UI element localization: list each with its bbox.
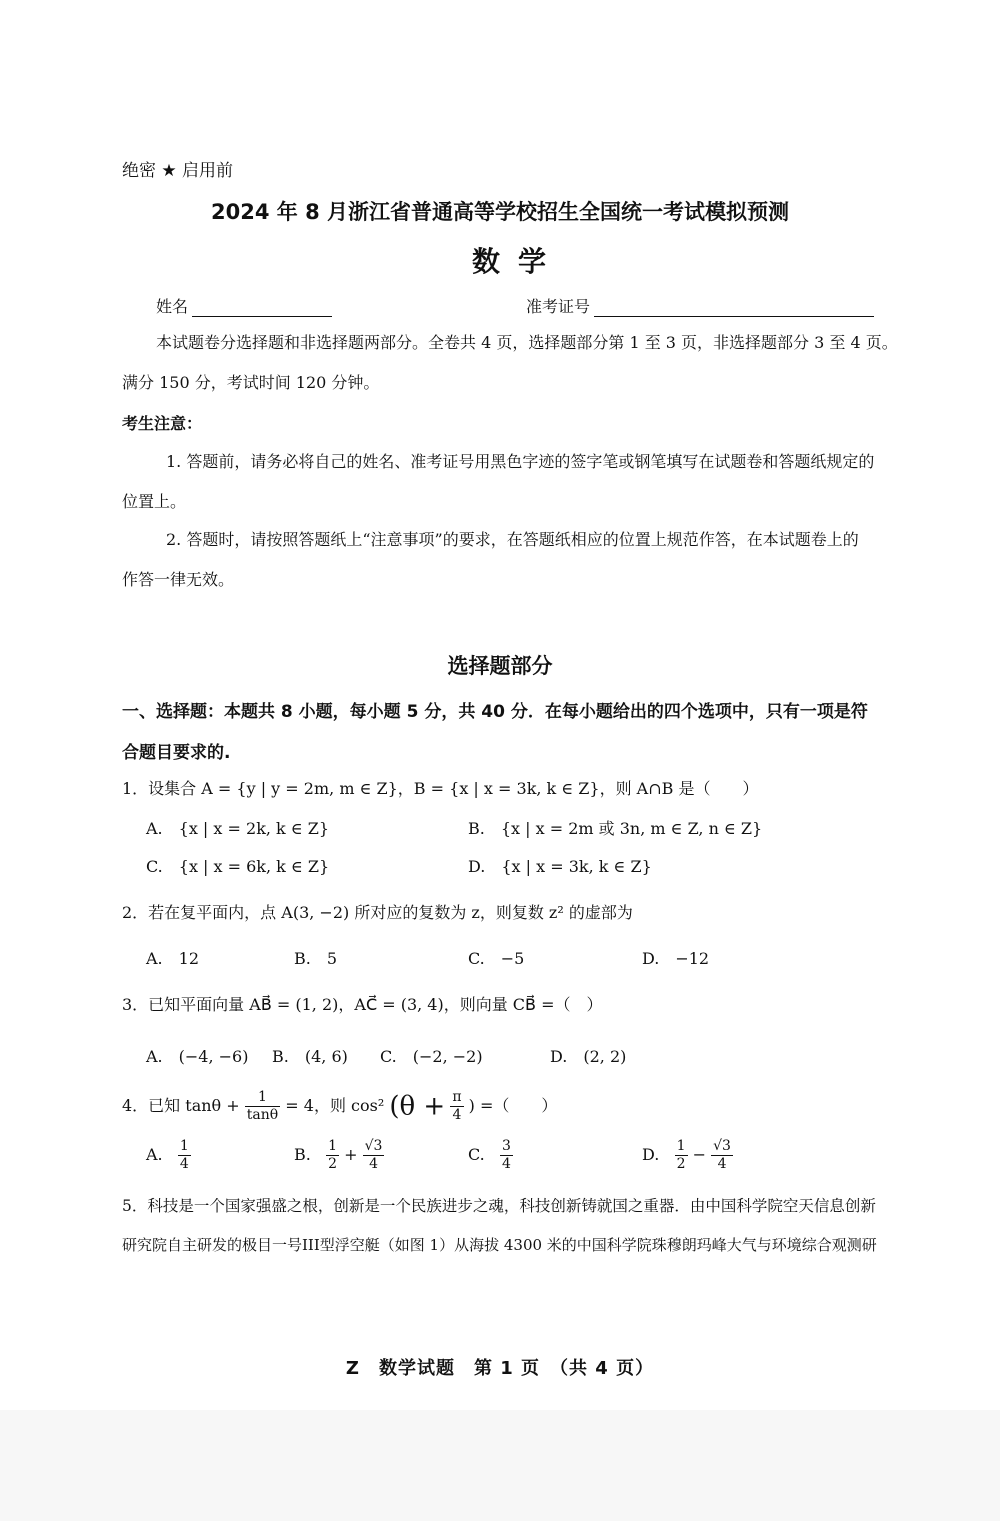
fraction-numerator: 1: [179, 1138, 189, 1154]
question-4-option-b[interactable]: [294, 1138, 384, 1173]
question-4-stem-mid: = 4，则 cos²: [285, 1096, 385, 1115]
option-fraction: [500, 1138, 513, 1173]
question-4-option-a[interactable]: [146, 1138, 191, 1173]
question-2-stem: 2．若在复平面内，点 A(3, −2) 所对应的复数为 z，则复数 z² 的虚部为: [122, 903, 633, 922]
fraction-denominator: 4: [502, 1156, 511, 1172]
option-fraction: [711, 1138, 733, 1173]
exam-id-label: 准考证号: [526, 297, 591, 316]
fraction-numerator: √3: [364, 1138, 383, 1154]
question-1-option-c[interactable]: C. {x | x = 6k, k ∈ Z}: [146, 857, 330, 876]
question-3-option-a[interactable]: A. (−4, −6): [146, 1047, 249, 1066]
fraction-numerator: 3: [502, 1138, 511, 1154]
scan-margin: [0, 1410, 1000, 1521]
question-2-option-d[interactable]: D. −12: [642, 949, 710, 968]
notice-item-1-line-1: 1. 答题前，请务必将自己的姓名、准考证号用黑色字迹的签字笔或钢笔填写在试题卷和答题纸规定的: [166, 452, 875, 471]
intro-line-1: 本试题卷分选择题和非选择题两部分。全卷共 4 页，选择题部分第 1 至 3 页，非选择题部分 3 至 4 页。: [156, 333, 898, 352]
question-1-option-a[interactable]: A. {x | x = 2k, k ∈ Z}: [146, 819, 330, 838]
name-label: 姓名: [156, 297, 189, 316]
question-3-option-d[interactable]: D. (2, 2): [550, 1047, 627, 1066]
question-1-option-d[interactable]: D. {x | x = 3k, k ∈ Z}: [468, 857, 652, 876]
fraction-denominator: 2: [328, 1156, 338, 1172]
fraction-denominator: 4: [452, 1107, 462, 1123]
fraction-numerator: 1: [676, 1138, 686, 1154]
question-3-option-b[interactable]: B. (4, 6): [272, 1047, 348, 1066]
option-label: A.: [146, 1145, 163, 1164]
question-4-paren-open: (θ +: [389, 1091, 446, 1122]
question-4-option-c[interactable]: [468, 1138, 513, 1173]
question-4-stem-suffix: ) =（ ）: [468, 1096, 558, 1115]
question-3-stem: 3．已知平面向量 AB⃗ = (1, 2)，AC⃗ = (3, 4)，则向量 CB⃗ =（ ）: [122, 995, 603, 1014]
notice-item-1-line-2: 位置上。: [122, 492, 187, 511]
option-label: D.: [642, 1145, 660, 1164]
secret-mark: 绝密 ★ 启用前: [122, 161, 234, 181]
name-input-line[interactable]: [192, 316, 332, 317]
option-label: C.: [468, 1145, 485, 1164]
option-fraction: [178, 1138, 191, 1173]
notice-item-2-line-2: 作答一律无效。: [122, 570, 235, 589]
fraction-denominator: 4: [369, 1156, 378, 1172]
fraction-numerator: √3: [713, 1138, 731, 1154]
section-instruction-line-1: 一、选择题：本题共 8 小题，每小题 5 分，共 40 分．在每小题给出的四个选项中，只有一项是符: [122, 702, 868, 722]
fraction-denominator: tanθ: [246, 1107, 279, 1123]
question-2-option-a[interactable]: A. 12: [146, 949, 200, 968]
question-3-option-c[interactable]: C. (−2, −2): [380, 1047, 483, 1066]
question-4-pi-fraction: [450, 1089, 463, 1124]
subject-title: 数学: [471, 245, 564, 278]
notice-item-2-line-1: 2. 答题时，请按照答题纸上“注意事项”的要求，在答题纸相应的位置上规范作答，在本试题卷上的: [166, 530, 859, 549]
fraction-denominator: 2: [676, 1156, 686, 1172]
question-2-option-b[interactable]: B. 5: [294, 949, 338, 968]
question-1-stem: 1．设集合 A = {y | y = 2m, m ∈ Z}，B = {x | x = 3k, k ∈ Z}，则 A∩B 是（ ）: [122, 779, 759, 798]
page-footer: Z 数学试题 第 1 页 （共 4 页）: [345, 1358, 655, 1379]
exam-id-input-line[interactable]: [594, 316, 874, 317]
question-4-stem-fraction: [245, 1089, 280, 1124]
exam-title: 2024 年 8 月浙江省普通高等学校招生全国统一考试模拟预测: [211, 200, 789, 224]
question-4-option-d[interactable]: [642, 1138, 733, 1173]
question-4-stem-prefix: 4．已知 tanθ +: [122, 1096, 240, 1115]
fraction-denominator: 4: [717, 1156, 727, 1172]
intro-line-2: 满分 150 分，考试时间 120 分钟。: [122, 373, 380, 392]
option-fraction: [363, 1138, 385, 1173]
question-5-line-2: 研究院自主研发的极目一号III型浮空艇（如图 1）从海拔 4300 米的中国科学院珠穆朗玛峰大气与环境综合观测研: [122, 1236, 877, 1254]
notice-title: 考生注意：: [122, 414, 203, 433]
option-fraction: [326, 1138, 339, 1173]
fraction-denominator: 4: [179, 1156, 189, 1172]
option-operator: +: [344, 1145, 358, 1164]
question-5-line-1: 5．科技是一个国家强盛之根，创新是一个民族进步之魂，科技创新铸就国之重器．由中国科学院空天信息创新: [122, 1197, 876, 1215]
fraction-numerator: π: [452, 1089, 462, 1105]
section-instruction-line-2: 合题目要求的.: [122, 743, 231, 763]
option-fraction: [675, 1138, 688, 1173]
question-4-stem: [122, 1088, 557, 1125]
fraction-numerator: 1: [328, 1138, 338, 1154]
option-label: B.: [294, 1145, 311, 1164]
section-title: 选择题部分: [447, 654, 553, 678]
option-operator: −: [692, 1145, 707, 1164]
fraction-numerator: 1: [245, 1089, 280, 1107]
question-1-option-b[interactable]: B. {x | x = 2m 或 3n, m ∈ Z, n ∈ Z}: [468, 819, 763, 838]
question-2-option-c[interactable]: C. −5: [468, 949, 525, 968]
